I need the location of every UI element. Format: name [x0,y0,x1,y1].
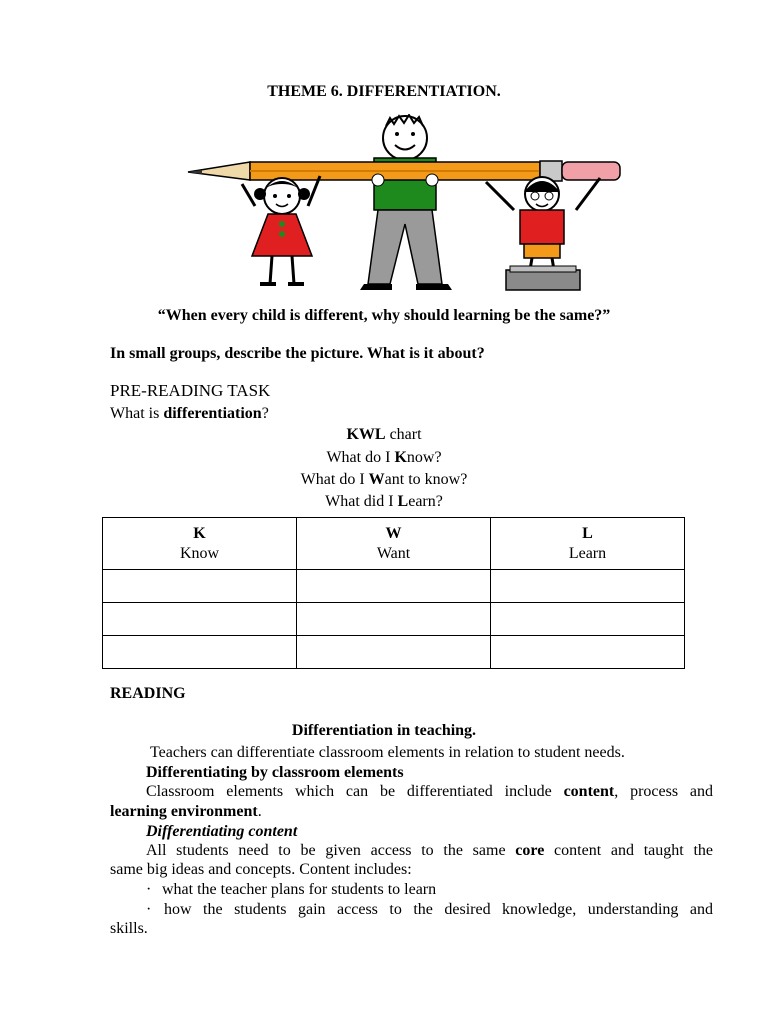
empty-cell [297,603,491,636]
kwl-header-l: L Learn [490,518,684,570]
paragraph-1-line-1: Classroom elements which can be differentiated include content, process and [146,783,713,800]
paragraph-1-line-2: learning environment. [110,803,262,820]
empty-cell [297,636,491,669]
empty-cell [297,570,491,603]
group-prompt: In small groups, describe the picture. What is it about? [110,345,485,362]
pencil-kids-illustration [180,114,645,294]
pre-reading-heading: PRE-READING TASK [110,381,271,400]
paragraph-2-line-1: All students need to be given access to the same core content and taught the [146,842,713,859]
bullet-marker: · [146,901,152,918]
bullet-item-1: what the teacher plans for students to learn [162,881,437,898]
empty-cell [103,570,297,603]
kwl-line-learn: What did I Learn? [325,493,443,510]
pre-reading-question: What is differentiation? [110,405,269,422]
paragraph-2-line-2: same big ideas and concepts. Content includes: [110,861,412,878]
empty-cell [103,636,297,669]
kwl-line-want: What do I Want to know? [300,471,468,488]
page-title: THEME 6. DIFFERENTIATION. [267,83,501,100]
empty-cell [103,603,297,636]
kwl-header-row [103,518,685,570]
table-row [103,603,685,636]
kwl-title: KWL chart [346,426,422,443]
table-row [103,570,685,603]
reading-intro: Teachers can differentiate classroom elements in relation to student needs. [150,744,625,761]
quote: “When every child is different, why should learning be the same?” [157,307,611,324]
bullet-item-2: how the students gain access to the desired knowledge, understanding and [164,901,713,918]
empty-cell [490,603,684,636]
subheading-classroom-elements: Differentiating by classroom elements [146,764,404,781]
kwl-line-know: What do I Know? [326,449,442,466]
bullet-item-2-continued: skills. [110,920,148,937]
bullet-marker: · [146,881,152,898]
reading-subtitle: Differentiation in teaching. [291,722,477,739]
reading-heading: READING [110,685,186,702]
empty-cell [490,570,684,603]
kwl-table [102,517,685,669]
empty-cell [490,636,684,669]
kwl-header-w: W Want [297,518,491,570]
subheading-content: Differentiating content [146,823,298,840]
table-row [103,636,685,669]
kwl-header-k: K Know [103,518,297,570]
